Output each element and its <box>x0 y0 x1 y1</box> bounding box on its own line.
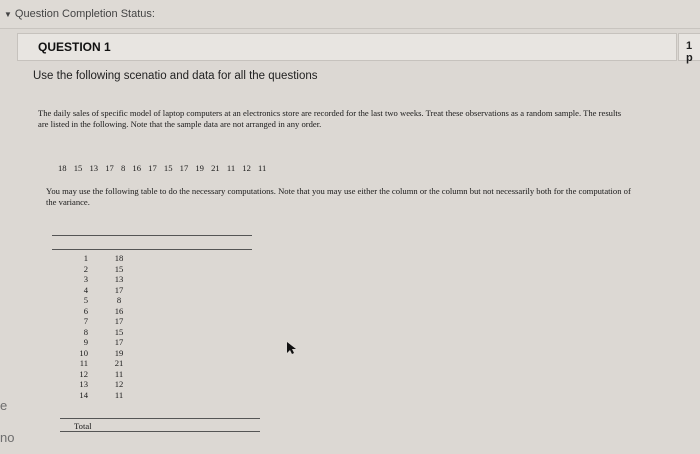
index-cell: 8 <box>83 326 88 337</box>
table-total-rule-top <box>60 418 260 419</box>
sample-data-line: 18 15 13 17 8 16 17 15 17 19 21 11 12 11 <box>58 163 267 173</box>
index-cell: 10 <box>79 347 88 358</box>
table-top-rule-2 <box>52 249 252 250</box>
value-cell: 21 <box>114 358 124 368</box>
question-points: 1 p <box>686 40 693 64</box>
question-instruction: Use the following scenatio and data for all the questions <box>33 70 318 82</box>
mouse-cursor-icon <box>286 341 298 355</box>
index-cell: 4 <box>83 284 88 295</box>
index-cell: 13 <box>79 379 88 389</box>
value-cell: 15 <box>114 326 124 337</box>
index-cell: 14 <box>79 389 88 400</box>
value-cell: 11 <box>114 389 124 400</box>
table-total-label: Total <box>74 421 92 431</box>
table-total-rule-bottom <box>60 431 260 432</box>
value-cell: 17 <box>114 316 124 326</box>
index-cell: 3 <box>83 274 88 284</box>
value-cell: 17 <box>114 337 124 347</box>
index-cell: 11 <box>79 358 88 368</box>
value-column <box>104 253 134 400</box>
question-title: QUESTION 1 <box>38 40 111 54</box>
value-cell: 16 <box>114 305 124 316</box>
value-cell: 8 <box>116 295 122 305</box>
value-cell: 15 <box>114 263 124 274</box>
value-cell: 19 <box>114 347 124 358</box>
table-top-rule-1 <box>52 235 252 236</box>
value-cell: 13 <box>114 274 124 284</box>
index-column <box>58 253 88 400</box>
value-cell: 12 <box>114 379 124 389</box>
question-header-bar <box>17 33 677 61</box>
value-cell: 17 <box>114 284 124 295</box>
index-cell: 5 <box>83 295 88 305</box>
index-cell: 12 <box>79 368 88 379</box>
value-cell: 18 <box>114 253 124 263</box>
table-note: You may use the following table to do the necessary computations. Note that you may use either the column or the column but not necessarily both for the computation of the variance. <box>46 186 631 207</box>
index-cell: 9 <box>83 337 88 347</box>
collapse-triangle-icon[interactable]: ▼ <box>4 10 12 19</box>
sidebar-text-fragment: no <box>0 430 15 445</box>
index-cell: 1 <box>83 253 88 263</box>
index-cell: 2 <box>83 263 88 274</box>
question-completion-status[interactable]: ▼ Question Completion Status: <box>4 8 155 20</box>
value-cell: 11 <box>114 368 124 379</box>
sidebar-text-fragment: e <box>0 398 8 413</box>
scenario-paragraph: The daily sales of specific model of laptop computers at an electronics store are recorded for the last two weeks. Treat these observations as a random sample. The results are listed in the following. Note that the sample data are not arranged in any order. <box>38 108 622 129</box>
index-cell: 6 <box>83 305 88 316</box>
index-cell: 7 <box>83 316 88 326</box>
